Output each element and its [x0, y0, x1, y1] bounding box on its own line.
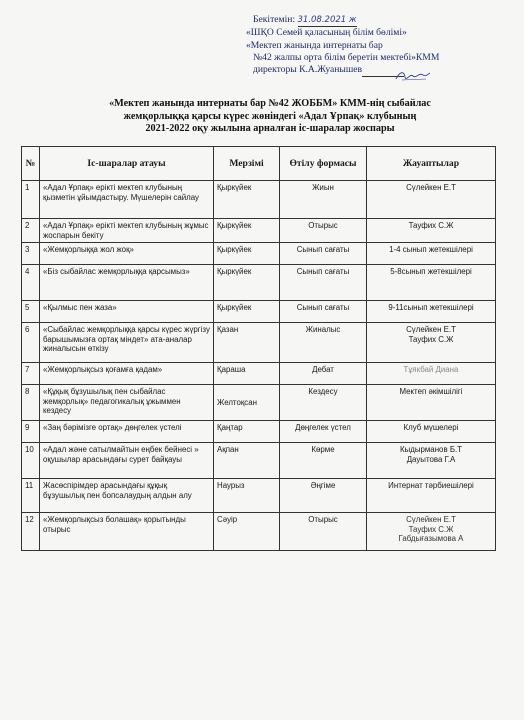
- handwritten-signature: [392, 68, 432, 84]
- events-table: [21, 146, 496, 551]
- row-responsible: 5-8сынып жетекшілері: [367, 265, 496, 301]
- row-date: Қыркүйек: [214, 219, 280, 243]
- row-number: 8: [22, 385, 40, 421]
- row-form: Отырыс: [280, 219, 367, 243]
- table-row: [22, 479, 496, 513]
- approval-director: директоры К.А.Жуанышев: [253, 64, 363, 76]
- row-form: Дебат: [280, 363, 367, 385]
- row-event: «Заң бәрімізге ортақ» дөңгелек үстелі: [40, 421, 214, 443]
- table-row: [22, 243, 496, 265]
- row-responsible: Сүлейкен Е.Т: [367, 181, 496, 219]
- approval-line-3: «Мектеп жанында интернаты бар: [246, 39, 383, 51]
- table-row: [22, 301, 496, 323]
- row-number: 5: [22, 301, 40, 323]
- approval-block: [246, 14, 516, 77]
- row-form: Дөңгелек үстел: [280, 421, 367, 443]
- row-number: 6: [22, 323, 40, 363]
- row-event: «Жемқорлықсыз қоғамға қадам»: [40, 363, 214, 385]
- row-date: Сәуір: [214, 513, 280, 551]
- row-responsible: Клуб мүшелері: [367, 421, 496, 443]
- row-event: «Адал Ұрпақ» ерікті мектеп клубының қызметін ұйымдастыру. Мүшелерін сайлау: [40, 181, 214, 219]
- table-row: [22, 421, 496, 443]
- header-form: Өтілу формасы: [280, 147, 367, 181]
- approval-label: Бекітемін:: [253, 14, 296, 25]
- row-event: «Жемқорлықсыз болашақ» қорытынды отырыс: [40, 513, 214, 551]
- title-line-2: жемқорлыққа қарсы күрес жөніндегі «Адал Ұрпақ» клубының: [123, 110, 417, 122]
- row-form: Сынып сағаты: [280, 265, 367, 301]
- approval-line-2: «ШҚО Семей қаласының білім бөлімі»: [246, 27, 407, 39]
- row-responsible: Мектеп әкімшілігі: [367, 385, 496, 421]
- row-event: «Адал Ұрпақ» ерікті мектеп клубының жұмыс жоспарын бекіту: [40, 219, 214, 243]
- header-num: №: [22, 147, 40, 181]
- header-date: Мерзімі: [214, 147, 280, 181]
- approval-line-1: [246, 14, 516, 27]
- row-responsible: 1-4 сынып жетекшілері: [367, 243, 496, 265]
- row-event: «Адал және сатылмайтын еңбек бейнесі » оқушылар арасындағы сурет байқауы: [40, 443, 214, 479]
- row-event: «Құқық бұзушылық пен сыбайлас жемқорлық» педагогикалық ұжыммен кездесу: [40, 385, 214, 421]
- table-row: [22, 323, 496, 363]
- row-date: Наурыз: [214, 479, 280, 513]
- row-responsible: Сүлейкен Е.Т Тауфих С.Ж Габдығазымова А: [367, 513, 496, 551]
- approval-line-4: №42 жалпы орта білім беретін мектебі»КММ: [253, 51, 440, 63]
- approval-date: 31.08.2021 ж: [298, 14, 357, 27]
- row-responsible: Тауфих С.Ж: [367, 219, 496, 243]
- row-form: Жиын: [280, 181, 367, 219]
- approval-line-5: [246, 64, 516, 77]
- row-date: Қараша: [214, 363, 280, 385]
- row-form: Сынып сағаты: [280, 243, 367, 265]
- row-number: 9: [22, 421, 40, 443]
- row-event: «Жемқорлыққа жол жоқ»: [40, 243, 214, 265]
- row-number: 2: [22, 219, 40, 243]
- row-form: Жиналыс: [280, 323, 367, 363]
- table-row: [22, 265, 496, 301]
- row-number: 4: [22, 265, 40, 301]
- row-form: Сынып сағаты: [280, 301, 367, 323]
- row-responsible: Сүлейкен Е.Т Тауфих С.Ж: [367, 323, 496, 363]
- table-row: [22, 363, 496, 385]
- document-title: [40, 98, 500, 136]
- row-form: Әңгіме: [280, 479, 367, 513]
- title-line-3: 2021-2022 оқу жылына арналған іс-шаралар жоспары: [145, 123, 395, 135]
- row-event: «Біз сыбайлас жемқорлыққа қарсымыз»: [40, 265, 214, 301]
- row-date: Қазан: [214, 323, 280, 363]
- row-event: Жасөспірімдер арасындағы құқық бұзушылық пен бопсалаудың алдын алу: [40, 479, 214, 513]
- header-event: Іс-шаралар атауы: [40, 147, 214, 181]
- row-number: 7: [22, 363, 40, 385]
- title-line-1: «Мектеп жанында интернаты бар №42 ЖОББМ» КММ-нің сыбайлас: [109, 98, 431, 109]
- row-responsible: Тұякбай Диана: [367, 363, 496, 385]
- row-date: Қаңтар: [214, 421, 280, 443]
- row-form: Отырыс: [280, 513, 367, 551]
- row-number: 3: [22, 243, 40, 265]
- row-number: 12: [22, 513, 40, 551]
- table-row: [22, 513, 496, 551]
- table-row: [22, 443, 496, 479]
- header-responsible: Жауаптылар: [367, 147, 496, 181]
- row-number: 11: [22, 479, 40, 513]
- row-form: Көрме: [280, 443, 367, 479]
- row-form: Кездесу: [280, 385, 367, 421]
- table-row: [22, 385, 496, 421]
- table-header-row: [22, 147, 496, 181]
- row-responsible: Кыдырманов Б.Т Дауытова Г.А: [367, 443, 496, 479]
- row-event: «Сыбайлас жемқорлыққа қарсы күрес жүргізу барышымызға ортақ міндет» ата-аналар жиналысын өткізу: [40, 323, 214, 363]
- row-date: Қыркүйек: [214, 181, 280, 219]
- table-row: [22, 219, 496, 243]
- row-date: Желтоқсан: [214, 385, 280, 421]
- row-date: Қыркүйек: [214, 265, 280, 301]
- row-date: Қыркүйек: [214, 243, 280, 265]
- row-number: 10: [22, 443, 40, 479]
- row-responsible: Интернат тәрбиешілері: [367, 479, 496, 513]
- table-row: [22, 181, 496, 219]
- row-date: Қыркүйек: [214, 301, 280, 323]
- table-body: [22, 181, 496, 551]
- row-responsible: 9-11сынып жетекшілері: [367, 301, 496, 323]
- row-date: Ақпан: [214, 443, 280, 479]
- row-event: «Қылмыс пен жаза»: [40, 301, 214, 323]
- row-number: 1: [22, 181, 40, 219]
